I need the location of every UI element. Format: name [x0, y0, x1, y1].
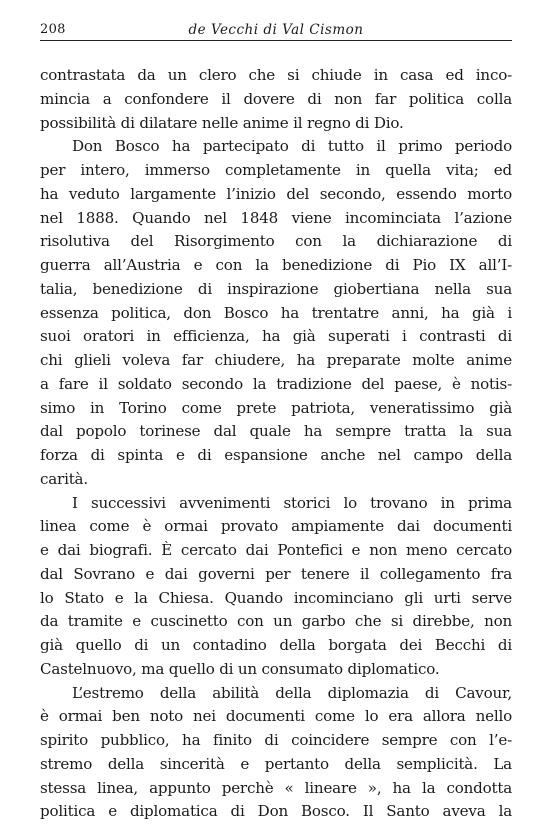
- text-line: I successivi avvenimenti storici lo trovano in prima: [72, 493, 512, 512]
- text-line: già quello di un contadino della borgata dei Becchi di: [40, 636, 512, 654]
- text-line: mincia a confondere il dovere di non far politica colla: [40, 89, 512, 108]
- text-line: talia, benedizione di inspirazione giobertiana nella sua: [40, 279, 512, 298]
- text-line: guerra all’Austria e con la benedizione di Pio IX all’I-: [40, 256, 512, 274]
- paragraph: [40, 682, 512, 825]
- text-line: ha veduto largamente l’inizio del secondo, essendo morto: [40, 184, 512, 203]
- paragraph: [40, 492, 512, 682]
- text-line: dal popolo torinese dal quale ha sempre tratta la sua: [40, 422, 512, 441]
- text-line: lo Stato e la Chiesa. Quando incominciano gli urti serve: [40, 588, 512, 607]
- text-line: da tramite e cuscinetto con un garbo che si direbbe, non: [40, 612, 512, 631]
- text-line: politica e diplomatica di Don Bosco. Il Santo aveva la: [40, 802, 512, 821]
- text-line: Castelnuovo, ma quello di un consumato diplomatico.: [40, 659, 440, 678]
- text-line: carità.: [40, 469, 88, 488]
- text-line: simo in Torino come prete patriota, veneratissimo già: [40, 398, 512, 417]
- text-line: stremo della sincerità e pertanto della semplicità. La: [40, 754, 512, 773]
- text-line: è ormai ben noto nei documenti come lo era allora nello: [40, 707, 512, 726]
- text-line: dal Sovrano e dai governi per tenere il collegamento fra: [40, 564, 512, 583]
- text-line: forza di spinta e di espansione anche nel campo della: [40, 446, 512, 464]
- text-line: spirito pubblico, ha finito di coincidere sempre con l’e-: [40, 731, 512, 749]
- text-line: essenza politica, don Bosco ha trentatre anni, ha già i: [40, 303, 512, 322]
- text-line: per intero, immerso completamente in quella vita; ed: [40, 161, 512, 179]
- text-line: possibilità di dilatare nelle anime il regno di Dio.: [40, 113, 404, 132]
- text-line: risolutiva del Risorgimento con la dichiarazione di: [40, 232, 512, 251]
- text-line: contrastata da un clero che si chiude in casa ed inco-: [40, 66, 512, 84]
- text-line: nel 1888. Quando nel 1848 viene incominciata l’azione: [40, 208, 512, 227]
- page-number: 208: [40, 22, 66, 37]
- paragraph: [40, 64, 512, 135]
- text-line: L’estremo della abilità della diplomazia di Cavour,: [72, 683, 512, 702]
- text-line: linea come è ormai provato ampiamente dai documenti: [40, 517, 512, 536]
- body-text: [40, 64, 512, 824]
- running-header: [40, 20, 512, 41]
- paragraph: [40, 135, 512, 491]
- text-line: Don Bosco ha partecipato di tutto il primo periodo: [72, 137, 512, 156]
- text-line: e dai biografi. È cercato dai Pontefici e non meno cercato: [40, 541, 512, 559]
- text-line: stessa linea, appunto perchè « lineare », ha la condotta: [40, 778, 512, 797]
- running-title: de Vecchi di Val Cismon: [188, 22, 364, 38]
- text-line: suoi oratori in efficienza, ha già superati i contrasti di: [40, 327, 512, 346]
- text-line: a fare il soldato secondo la tradizione del paese, è notis-: [40, 374, 512, 393]
- text-line: chi glieli voleva far chiudere, ha preparate molte anime: [40, 351, 512, 369]
